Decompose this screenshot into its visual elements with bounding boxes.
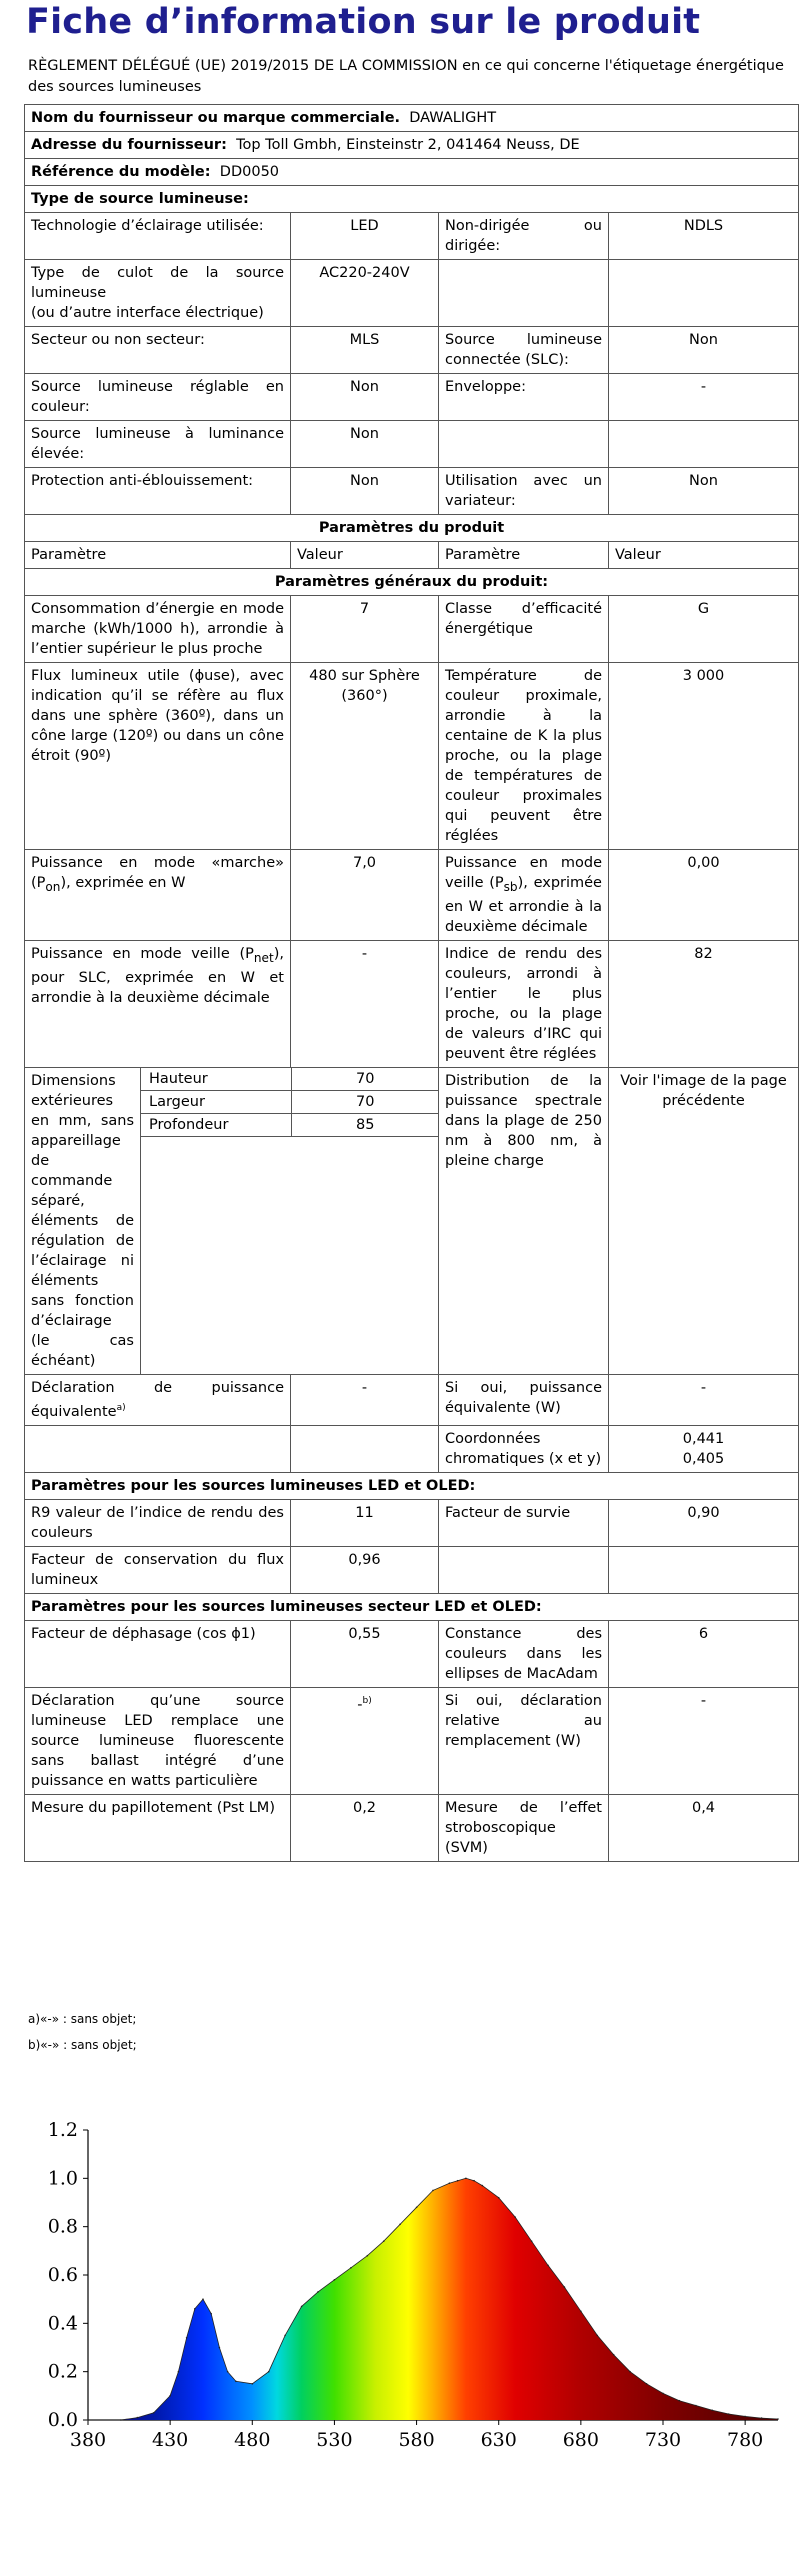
spectrum-point (465, 2178, 467, 2180)
address-value: Top Toll Gmbh, Einsteinstr 2, 041464 Neuss, DE (236, 137, 580, 153)
envelope-label: Enveloppe: (439, 374, 609, 421)
spectrum-point (482, 2185, 484, 2187)
stroboscopic-value: 0,4 (609, 1794, 799, 1861)
on-mode-power-label-text: ), exprimée en W (60, 875, 186, 891)
spectrum-point (744, 2416, 746, 2418)
x-tick-label: 530 (316, 2429, 353, 2451)
empty-cell (609, 421, 799, 468)
spectrum-point (416, 2207, 418, 2209)
spectrum-point (210, 2313, 212, 2315)
footnote-marker-b: b) (362, 1695, 372, 1706)
spectrum-area (88, 2178, 778, 2420)
r9-value: 11 (291, 1499, 439, 1546)
spectrum-point (219, 2347, 221, 2349)
dimension-row-height (141, 1068, 439, 1091)
on-mode-power-value: 7,0 (291, 850, 439, 941)
product-params-heading: Paramètres du produit (25, 515, 799, 542)
spectrum-point (728, 2413, 730, 2415)
replacement-claim-value: - (609, 1687, 799, 1794)
cap-value: AC220-240V (291, 260, 439, 327)
equivalent-power-value: - (609, 1374, 799, 1425)
spectrum-point (679, 2400, 681, 2402)
general-params-heading: Paramètres généraux du produit: (25, 569, 799, 596)
dimension-row-depth (141, 1113, 439, 1136)
x-tick-label: 480 (234, 2429, 271, 2451)
spectrum-point (432, 2190, 434, 2192)
y-tick-label: 0.4 (47, 2312, 78, 2335)
network-standby-value: - (291, 940, 439, 1067)
x-tick-label: 630 (480, 2429, 517, 2451)
footnote-a: a)«-» : sans objet; (28, 2012, 137, 2026)
chart-plot (87, 2178, 779, 2421)
energy-value: 7 (291, 596, 439, 663)
spectrum-point (498, 2197, 500, 2199)
chromaticity-y: 0,405 (682, 1450, 725, 1467)
spectrum-point (547, 2265, 549, 2267)
spectrum-point (531, 2240, 533, 2242)
spectrum-point (178, 2371, 180, 2373)
phase-factor-label: Facteur de déphasage (cos ϕ1) (25, 1620, 291, 1687)
led-params-heading: Paramètres pour les sources lumineuses LED et OLED: (25, 1472, 799, 1499)
mains-led-params-heading: Paramètres pour les sources lumineuses secteur LED et OLED: (25, 1593, 799, 1620)
x-tick-label: 680 (562, 2429, 599, 2451)
footnotes (28, 2006, 137, 2058)
standby-power-subscript: sb (503, 879, 518, 894)
r9-label: R9 valeur de l’indice de rendu des couleurs (25, 1499, 291, 1546)
x-tick-label: 580 (398, 2429, 435, 2451)
on-mode-power-label-text: Puissance en mode «marche» (P (31, 855, 284, 891)
anti-glare-label: Protection anti-éblouissement: (25, 468, 291, 515)
spectrum-point (301, 2306, 303, 2308)
spectrum-point (695, 2405, 697, 2407)
spectrum-point (597, 2335, 599, 2337)
standby-power-label (439, 850, 609, 941)
y-tick-label: 1.0 (47, 2167, 78, 2190)
column-header-param: Paramètre (25, 542, 291, 569)
spectrum-point (449, 2182, 451, 2184)
macadam-value: 6 (609, 1620, 799, 1687)
spectrum-point (120, 2419, 122, 2421)
flicker-label: Mesure du papillotement (Pst LM) (25, 1794, 291, 1861)
footnote-marker-a: a) (116, 1402, 126, 1413)
empty-cell (439, 421, 609, 468)
chromaticity-label: Coordonnées chromatiques (x et y) (439, 1425, 609, 1472)
supplier-value: DAWALIGHT (409, 110, 497, 126)
spectrum-point (268, 2371, 270, 2373)
spectrum-point (235, 2381, 237, 2383)
spectrum-point (87, 2419, 89, 2421)
spectrum-point (629, 2371, 631, 2373)
survival-factor-value: 0,90 (609, 1499, 799, 1546)
cct-label: Température de couleur proximale, arrondie à la centaine de K la plus proche, ou la plage de températures de couleur proximales qui peuvent être réglées (439, 663, 609, 850)
envelope-value: - (609, 374, 799, 421)
empty-cell (439, 1546, 609, 1593)
model-label: Référence du modèle: (31, 164, 211, 180)
x-tick-label: 430 (152, 2429, 189, 2451)
dimmable-value: Non (609, 468, 799, 515)
survival-factor-label: Facteur de survie (439, 1499, 609, 1546)
flux-label: Flux lumineux utile (ϕuse), avec indication qu’il se réfère au flux dans une sphère (360º), dans un cône large (120º) ou dans un cône étroit (90º) (25, 663, 291, 850)
equivalent-power-label: Si oui, puissance équivalente (W) (439, 1374, 609, 1425)
model-value: DD0050 (219, 164, 280, 180)
equivalent-power-claim-text: Déclaration de puissance équivalente (31, 1379, 284, 1420)
regulation-subtitle: RÈGLEMENT DÉLÉGUÉ (UE) 2019/2015 DE LA COMMISSION en ce qui concerne l'étiquetage énergétique des sources lumineuses (28, 58, 784, 95)
flux-maintenance-value: 0,96 (291, 1546, 439, 1593)
spectral-distribution-chart (0, 2110, 808, 2460)
cap-label (25, 260, 291, 327)
spectrum-point (712, 2410, 714, 2412)
type-section-heading: Type de source lumineuse: (25, 186, 799, 213)
on-mode-power-label (25, 850, 291, 941)
high-luminance-label: Source lumineuse à luminance élevée: (25, 421, 291, 468)
connected-value: Non (609, 327, 799, 374)
spectrum-point (580, 2311, 582, 2313)
footnote-b: b)«-» : sans objet; (28, 2038, 137, 2052)
empty-cell (609, 260, 799, 327)
spectrum-point (399, 2224, 401, 2226)
tech-label: Technologie d’éclairage utilisée: (25, 213, 291, 260)
standby-power-label-text: ), exprimée en W et arrondie à la deuxième décimale (445, 875, 602, 935)
spectrum-point (613, 2354, 615, 2356)
product-table (24, 104, 799, 1862)
energy-class-value: G (609, 596, 799, 663)
network-standby-label (25, 940, 291, 1067)
mains-value: MLS (291, 327, 439, 374)
spectrum-point (284, 2335, 286, 2337)
width-value: 70 (291, 1090, 439, 1113)
spectrum-point (564, 2286, 566, 2288)
spectrum-point (194, 2308, 196, 2310)
address-label: Adresse du fournisseur: (31, 137, 227, 153)
x-tick-label: 380 (69, 2429, 107, 2451)
empty-cell (439, 260, 609, 327)
spectrum-point (761, 2417, 763, 2419)
network-standby-label-text: ), pour SLC, exprimée en W et arrondie à la deuxième décimale (31, 945, 284, 1006)
standby-power-value: 0,00 (609, 850, 799, 941)
spectrum-point (777, 2418, 779, 2420)
on-mode-power-subscript: on (45, 879, 61, 894)
cap-label-line-1: Type de culot de la source lumineuse (31, 265, 284, 301)
connected-label: Source lumineuse connectée (SLC): (439, 327, 609, 374)
flicker-value: 0,2 (291, 1794, 439, 1861)
cri-label: Indice de rendu des couleurs, arrondi à l’entier le plus proche, ou la plage de valeurs d’IRC qui peuvent être réglées (439, 940, 609, 1067)
mains-label: Secteur ou non secteur: (25, 327, 291, 374)
column-header-param: Paramètre (439, 542, 609, 569)
y-tick-label: 1.2 (47, 2119, 78, 2141)
standby-power-label-text: Puissance en mode veille (P (445, 855, 602, 891)
spectrum-point (646, 2383, 648, 2385)
directional-value: NDLS (609, 213, 799, 260)
phase-factor-value: 0,55 (291, 1620, 439, 1687)
fluorescent-replacement-value (291, 1687, 439, 1794)
spectrum-point (153, 2412, 155, 2414)
y-tick-label: 0.8 (47, 2215, 78, 2238)
empty-cell (609, 1546, 799, 1593)
spectrum-point (350, 2267, 352, 2269)
column-header-value: Valeur (609, 542, 799, 569)
directional-label: Non-dirigée ou dirigée: (439, 213, 609, 260)
high-luminance-value: Non (291, 421, 439, 468)
dimensions-label: Dimensions extérieures en mm, sans appareillage de commande séparé, éléments de régulation de l’éclairage ni éléments sans fonction d’éclairage (le cas échéant) (25, 1067, 141, 1374)
spectral-distribution-value: Voir l'image de la page précédente (609, 1067, 799, 1374)
spectrum-point (137, 2417, 139, 2419)
anti-glare-value: Non (291, 468, 439, 515)
height-label: Hauteur (141, 1068, 291, 1091)
spectrum-point (186, 2337, 188, 2339)
fluorescent-replacement-value-text: - (357, 1696, 363, 1713)
spectrum-point (169, 2395, 171, 2397)
cri-value: 82 (609, 940, 799, 1067)
spectrum-point (317, 2291, 319, 2293)
spectrum-point (662, 2393, 664, 2395)
colour-tunable-value: Non (291, 374, 439, 421)
spectrum-point (514, 2216, 516, 2218)
equivalent-power-claim-value: - (291, 1374, 439, 1425)
page-title: Fiche d’information sur le produit (26, 2, 701, 42)
depth-value: 85 (291, 1113, 439, 1136)
tech-value: LED (291, 213, 439, 260)
stroboscopic-label: Mesure de l’effet stroboscopique (SVM) (439, 1794, 609, 1861)
empty-cell (25, 1425, 291, 1472)
equivalent-power-claim-label (25, 1374, 291, 1425)
dimmable-label: Utilisation avec un variateur: (439, 468, 609, 515)
energy-class-label: Classe d’efficacité énergétique (439, 596, 609, 663)
y-tick-label: 0.6 (47, 2264, 78, 2286)
supplier-row (25, 105, 799, 132)
x-tick-label: 730 (644, 2429, 682, 2451)
spectrum-point (473, 2180, 475, 2182)
column-header-value: Valeur (291, 542, 439, 569)
energy-label: Consommation d’énergie en mode marche (kWh/1000 h), arrondie à l’entier supérieur le plus proche (25, 596, 291, 663)
spectrum-point (252, 2383, 254, 2385)
spectrum-point (334, 2279, 336, 2281)
height-value: 70 (291, 1068, 439, 1091)
spectrum-point (457, 2180, 459, 2182)
chromaticity-value (609, 1425, 799, 1472)
depth-label: Profondeur (141, 1113, 291, 1136)
dimensions-cell (141, 1067, 439, 1374)
spectrum-point (367, 2255, 369, 2257)
width-label: Largeur (141, 1090, 291, 1113)
model-row (25, 159, 799, 186)
spectrum-point (202, 2298, 204, 2300)
y-tick-label: 0.0 (47, 2409, 78, 2431)
macadam-label: Constance des couleurs dans les ellipses de MacAdam (439, 1620, 609, 1687)
cct-value: 3 000 (609, 663, 799, 850)
supplier-label: Nom du fournisseur ou marque commerciale. (31, 110, 401, 126)
spectral-distribution-label: Distribution de la puissance spectrale dans la plage de 250 nm à 800 nm, à pleine charge (439, 1067, 609, 1374)
network-standby-subscript: net (253, 950, 274, 965)
x-tick-label: 780 (727, 2429, 764, 2451)
empty-cell (291, 1425, 439, 1472)
address-row (25, 132, 799, 159)
flux-maintenance-label: Facteur de conservation du flux lumineux (25, 1546, 291, 1593)
chromaticity-x: 0,441 (682, 1430, 725, 1447)
y-tick-label: 0.2 (47, 2360, 78, 2383)
fluorescent-replacement-label: Déclaration qu’une source lumineuse LED remplace une source lumineuse fluorescente sans ballast intégré d’une puissance en watts particulière (25, 1687, 291, 1794)
spectrum-point (227, 2371, 229, 2373)
cap-label-line-2: (ou d’autre interface électrique) (31, 305, 264, 321)
network-standby-label-text: Puissance en mode veille (P (31, 945, 254, 962)
spectrum-point (383, 2240, 385, 2242)
replacement-claim-label: Si oui, déclaration relative au remplacement (W) (439, 1687, 609, 1794)
colour-tunable-label: Source lumineuse réglable en couleur: (25, 374, 291, 421)
flux-value: 480 sur Sphère (360°) (291, 663, 439, 850)
dimension-row-width (141, 1090, 439, 1113)
dimensions-table (141, 1068, 439, 1137)
